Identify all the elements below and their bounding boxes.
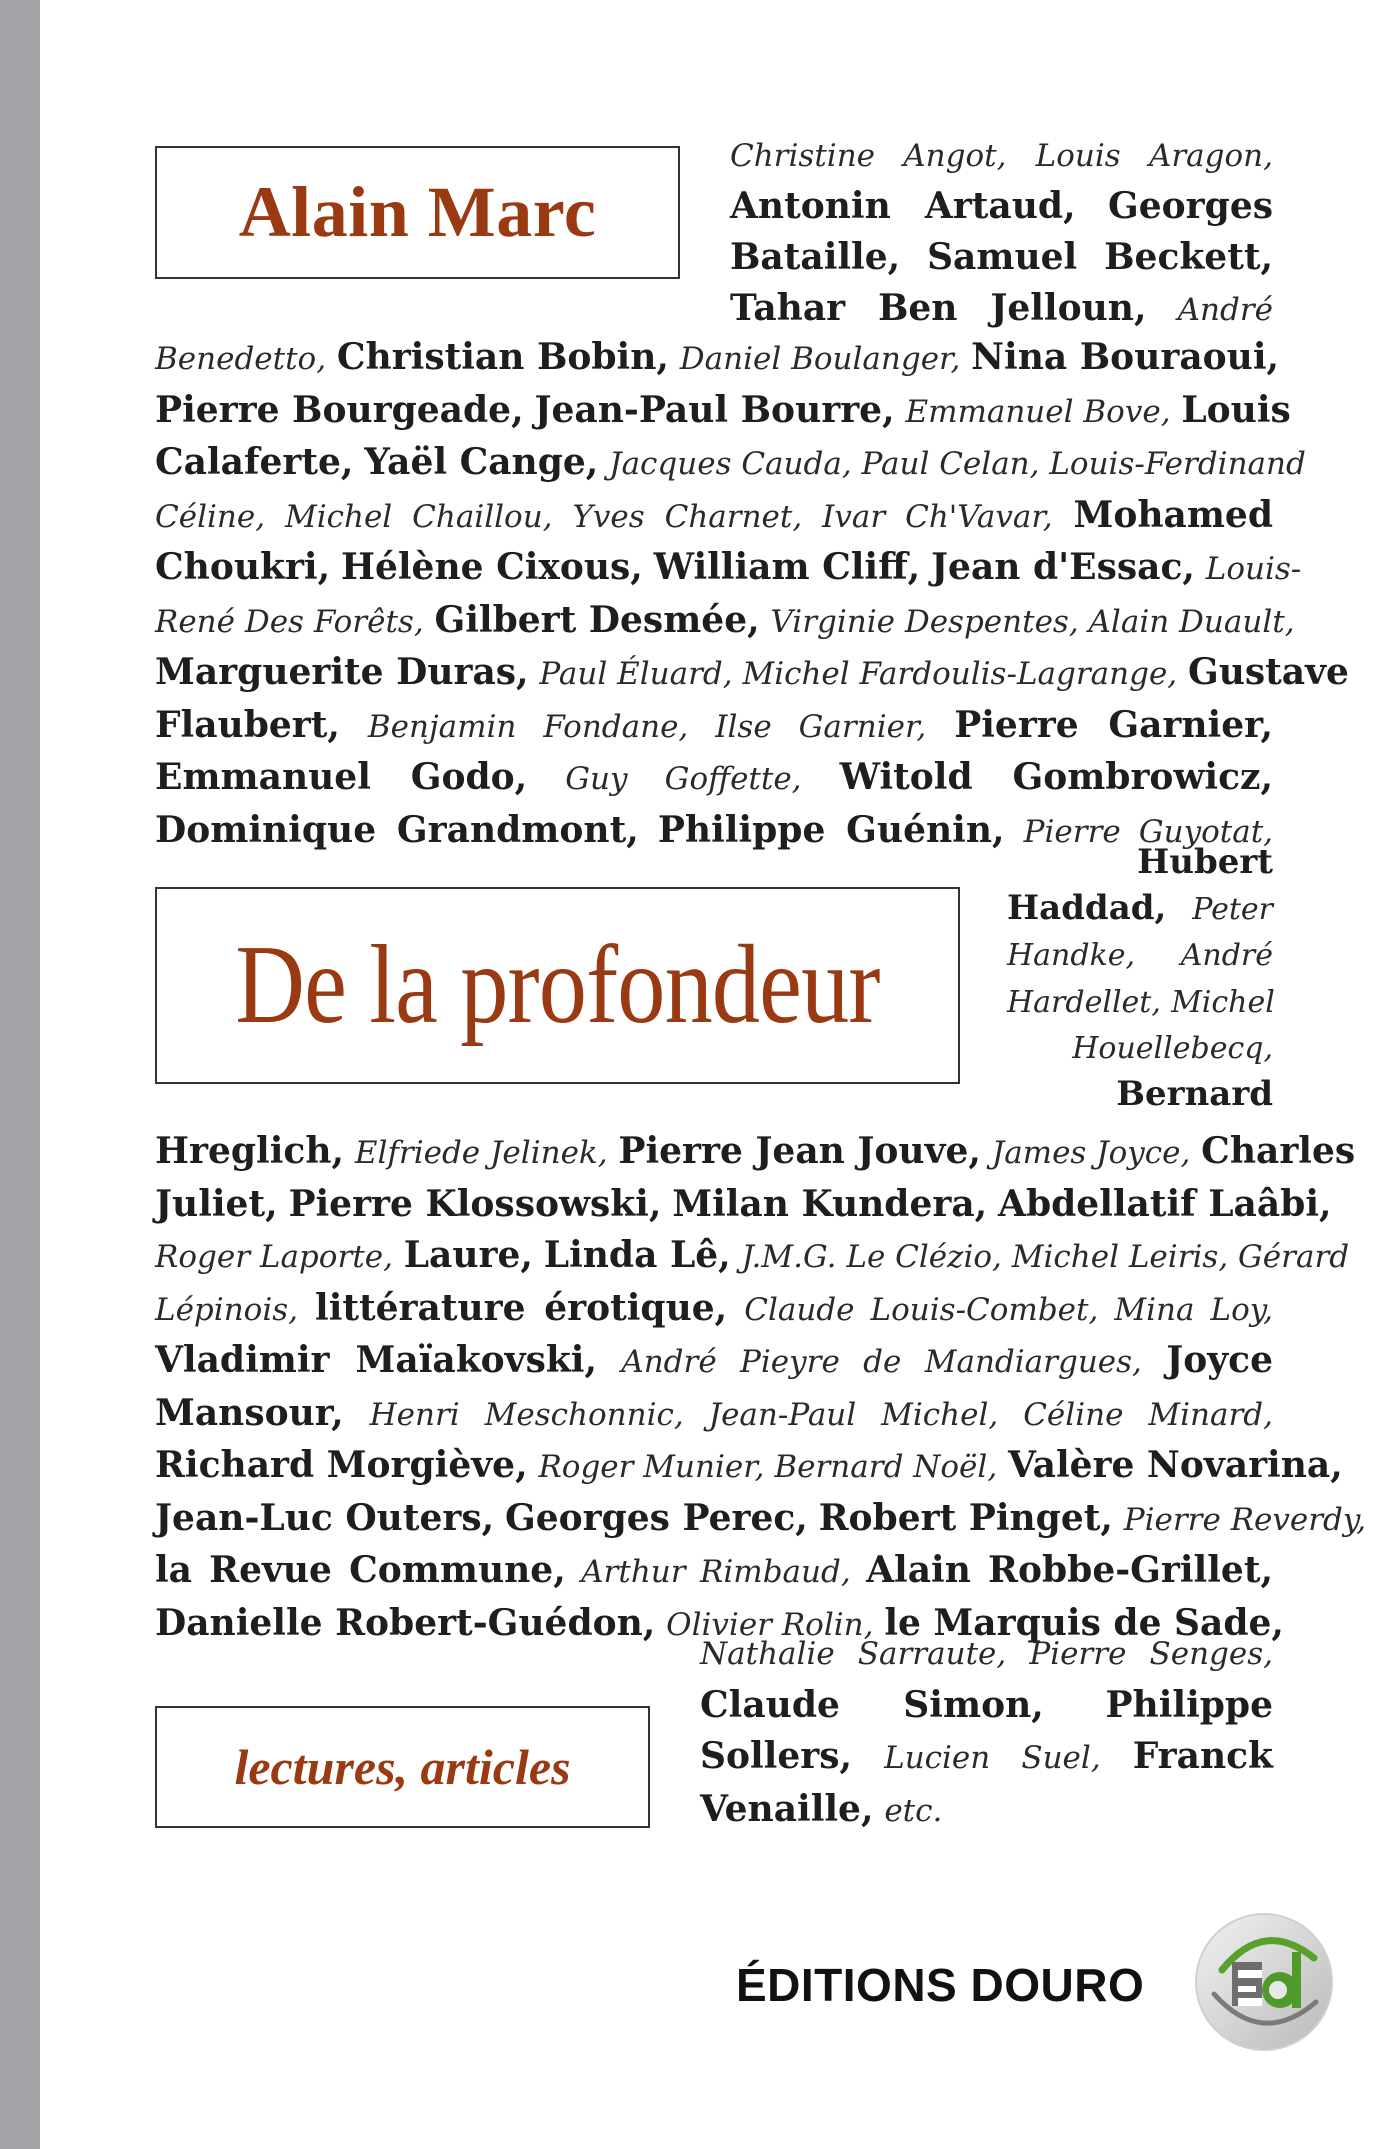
name-bold: Marguerite Duras,	[155, 651, 529, 693]
name-italic: Benjamin Fondane, Ilse Garnier,	[367, 708, 927, 745]
name-bold: Laure,	[403, 1234, 533, 1276]
name-line	[155, 1230, 1350, 1283]
name-bold: Georges	[1108, 185, 1273, 227]
name-line	[155, 700, 1273, 753]
name-line	[1007, 886, 1273, 933]
name-line	[155, 595, 1295, 648]
name-italic: Guy Goffette,	[565, 761, 802, 797]
name-line	[155, 542, 1302, 595]
name-line	[1007, 979, 1273, 1026]
spine-strip	[0, 0, 40, 2149]
name-bold: Charles	[1201, 1130, 1356, 1172]
name-bold: Tahar Ben Jelloun,	[730, 287, 1147, 329]
name-bold: Gilbert Desmée,	[434, 598, 760, 641]
name-bold: Dominique Grandmont,	[155, 808, 639, 851]
name-italic: Emmanuel Bove,	[905, 393, 1171, 430]
name-italic: André	[1177, 292, 1274, 328]
names-block-bottom	[700, 1628, 1273, 1836]
name-bold: Richard Morgiève,	[155, 1444, 528, 1486]
name-bold: Christian Bobin,	[336, 336, 669, 378]
name-bold: Linda Lê,	[543, 1234, 731, 1276]
name-line	[730, 232, 1273, 283]
name-italic: James Joyce,	[991, 1135, 1191, 1171]
name-italic: René Des Forêts,	[155, 603, 424, 640]
name-italic: Peter	[1192, 891, 1273, 927]
name-bold: Bernard	[1116, 1073, 1273, 1114]
name-bold: Franck	[1132, 1735, 1273, 1777]
name-bold: Valère Novarina,	[1007, 1444, 1343, 1486]
name-bold: Georges Perec,	[504, 1496, 808, 1539]
name-bold: Mohamed	[1073, 493, 1273, 536]
names-block-right	[1007, 840, 1273, 1117]
name-line	[1007, 1072, 1273, 1118]
name-line	[155, 1388, 1273, 1441]
name-italic: Pierre Guyotat,	[1023, 813, 1274, 850]
name-bold: Choukri,	[155, 546, 331, 588]
name-bold: Danielle Robert-Guédon,	[155, 1601, 656, 1644]
name-bold: Milan Kundera,	[672, 1182, 988, 1225]
name-italic: Céline, Michel Chaillou, Yves Charnet, Ivar Ch'Vavar,	[155, 498, 1053, 535]
ed-logo-icon	[1192, 1910, 1337, 2055]
name-bold: Jean-Paul Bourre,	[534, 388, 895, 431]
author-box	[155, 146, 680, 279]
name-bold: Robert Pinget,	[818, 1496, 1113, 1539]
name-italic: Michel	[1171, 984, 1275, 1020]
name-bold: Pierre Jean Jouve,	[618, 1130, 981, 1172]
name-bold: Louis	[1181, 388, 1291, 431]
name-bold: Antonin Artaud,	[730, 185, 1076, 227]
name-italic: André Pieyre de Mandiargues,	[621, 1344, 1142, 1380]
name-bold: Philippe Guénin,	[657, 808, 1005, 851]
name-bold: Flaubert,	[155, 703, 340, 746]
book-subtitle: lectures, articles	[234, 1739, 571, 1795]
name-italic: Louis-	[1205, 551, 1302, 587]
name-italic: Claude Louis-Combet, Mina Loy,	[744, 1291, 1274, 1328]
name-bold: le Marquis de Sade,	[884, 1601, 1284, 1644]
subtitle-box	[155, 1706, 650, 1828]
name-bold: Haddad,	[1007, 887, 1167, 928]
name-bold: la Revue Commune,	[155, 1549, 566, 1591]
name-italic: Olivier Rolin,	[666, 1606, 874, 1643]
names-block-top	[730, 130, 1273, 335]
name-bold: Pierre Klossowski,	[288, 1182, 662, 1225]
name-italic: Jacques Cauda, Paul Celan, Louis-Ferdinand	[609, 446, 1306, 482]
name-bold: Philippe	[1105, 1683, 1274, 1726]
name-italic: Lépinois,	[155, 1291, 298, 1328]
name-bold: Vladimir Maïakovski,	[155, 1339, 598, 1381]
name-bold: William Cliff,	[653, 546, 921, 588]
name-bold: Venaille,	[700, 1787, 874, 1830]
name-bold: Claude Simon,	[700, 1683, 1044, 1726]
name-italic: Henri Meschonnic, Jean-Paul Michel, Céline Minard,	[369, 1396, 1273, 1433]
name-bold: Sollers,	[700, 1735, 853, 1777]
name-bold: Hreglich,	[155, 1130, 345, 1172]
name-italic: Roger Munier, Bernard Noël,	[538, 1449, 998, 1485]
name-line	[155, 1179, 1332, 1231]
name-bold: Yaël Cange,	[364, 441, 599, 483]
name-line	[155, 490, 1273, 543]
name-italic: Elfriede Jelinek,	[354, 1135, 608, 1171]
name-line	[155, 1440, 1343, 1493]
name-line	[730, 130, 1273, 181]
name-bold: Bataille,	[730, 236, 901, 278]
name-line	[155, 1493, 1367, 1546]
name-bold: Hubert	[1137, 842, 1273, 882]
name-line	[155, 385, 1291, 438]
name-bold: Alain Robbe-Grillet,	[866, 1549, 1273, 1591]
name-italic: Hardellet,	[1007, 984, 1161, 1020]
name-bold: Mansour,	[155, 1391, 344, 1434]
name-line	[155, 1126, 1356, 1179]
name-bold: Joyce	[1166, 1339, 1273, 1381]
name-line	[1007, 932, 1273, 979]
name-line	[700, 1731, 1273, 1784]
names-block-lower	[155, 1126, 1367, 1650]
name-italic: Nathalie Sarraute, Pierre Senges,	[700, 1636, 1273, 1672]
name-bold: Juliet,	[155, 1182, 278, 1225]
name-line	[155, 1545, 1273, 1598]
name-bold: Nina Bouraoui,	[971, 336, 1280, 378]
name-line	[155, 332, 1280, 385]
name-bold: Witold Gombrowicz,	[839, 756, 1274, 798]
name-italic: Benedetto,	[155, 341, 327, 377]
name-bold: Abdellatif Laâbi,	[998, 1182, 1332, 1225]
name-line	[730, 181, 1273, 232]
name-bold: Calaferte,	[155, 441, 354, 483]
name-bold: littérature érotique,	[315, 1286, 728, 1329]
name-italic: Arthur Rimbaud,	[581, 1554, 851, 1590]
name-bold: Hélène Cixous,	[340, 546, 643, 588]
name-italic: Handke,	[1007, 938, 1136, 973]
name-italic: Christine Angot,	[730, 138, 1007, 174]
name-line	[700, 1628, 1273, 1680]
name-italic: André	[1180, 938, 1273, 973]
name-italic: Virginie Despentes, Alain Duault,	[770, 603, 1295, 640]
name-bold: Samuel	[927, 236, 1078, 278]
name-italic: Houellebecq,	[1072, 1031, 1273, 1066]
author-name: Alain Marc	[238, 172, 597, 252]
name-line	[1007, 1025, 1273, 1072]
name-italic: J.M.G. Le Clézio, Michel Leiris, Gérard	[741, 1239, 1350, 1275]
name-line	[155, 647, 1349, 700]
name-line	[155, 752, 1273, 805]
name-italic: Louis Aragon,	[1035, 138, 1273, 174]
name-line	[700, 1784, 1273, 1837]
name-bold: Beckett,	[1104, 236, 1273, 278]
name-italic: Daniel Boulanger,	[679, 341, 961, 377]
name-line	[155, 1335, 1273, 1388]
book-title: De la profondeur	[235, 923, 880, 1047]
names-block-middle	[155, 332, 1349, 857]
title-box	[155, 887, 960, 1084]
name-bold: Pierre Bourgeade,	[155, 388, 524, 431]
name-italic: Roger Laporte,	[155, 1239, 393, 1275]
name-line	[1007, 840, 1273, 886]
name-line	[730, 283, 1273, 335]
name-bold: Pierre Garnier,	[954, 703, 1274, 746]
name-italic: Pierre Reverdy,	[1123, 1501, 1367, 1538]
name-bold: Emmanuel Godo,	[155, 756, 528, 798]
publisher-name: ÉDITIONS DOURO	[736, 1959, 1145, 2011]
name-line	[155, 1283, 1273, 1336]
name-bold: Gustave	[1187, 651, 1349, 693]
name-italic: Lucien Suel,	[884, 1740, 1101, 1776]
name-bold: Jean d'Essac,	[931, 546, 1195, 588]
name-line	[700, 1680, 1273, 1732]
name-italic: etc.	[884, 1792, 943, 1829]
name-bold: Jean-Luc Outers,	[155, 1496, 495, 1539]
name-line	[155, 437, 1306, 490]
name-italic: Paul Éluard, Michel Fardoulis-Lagrange,	[539, 656, 1178, 692]
